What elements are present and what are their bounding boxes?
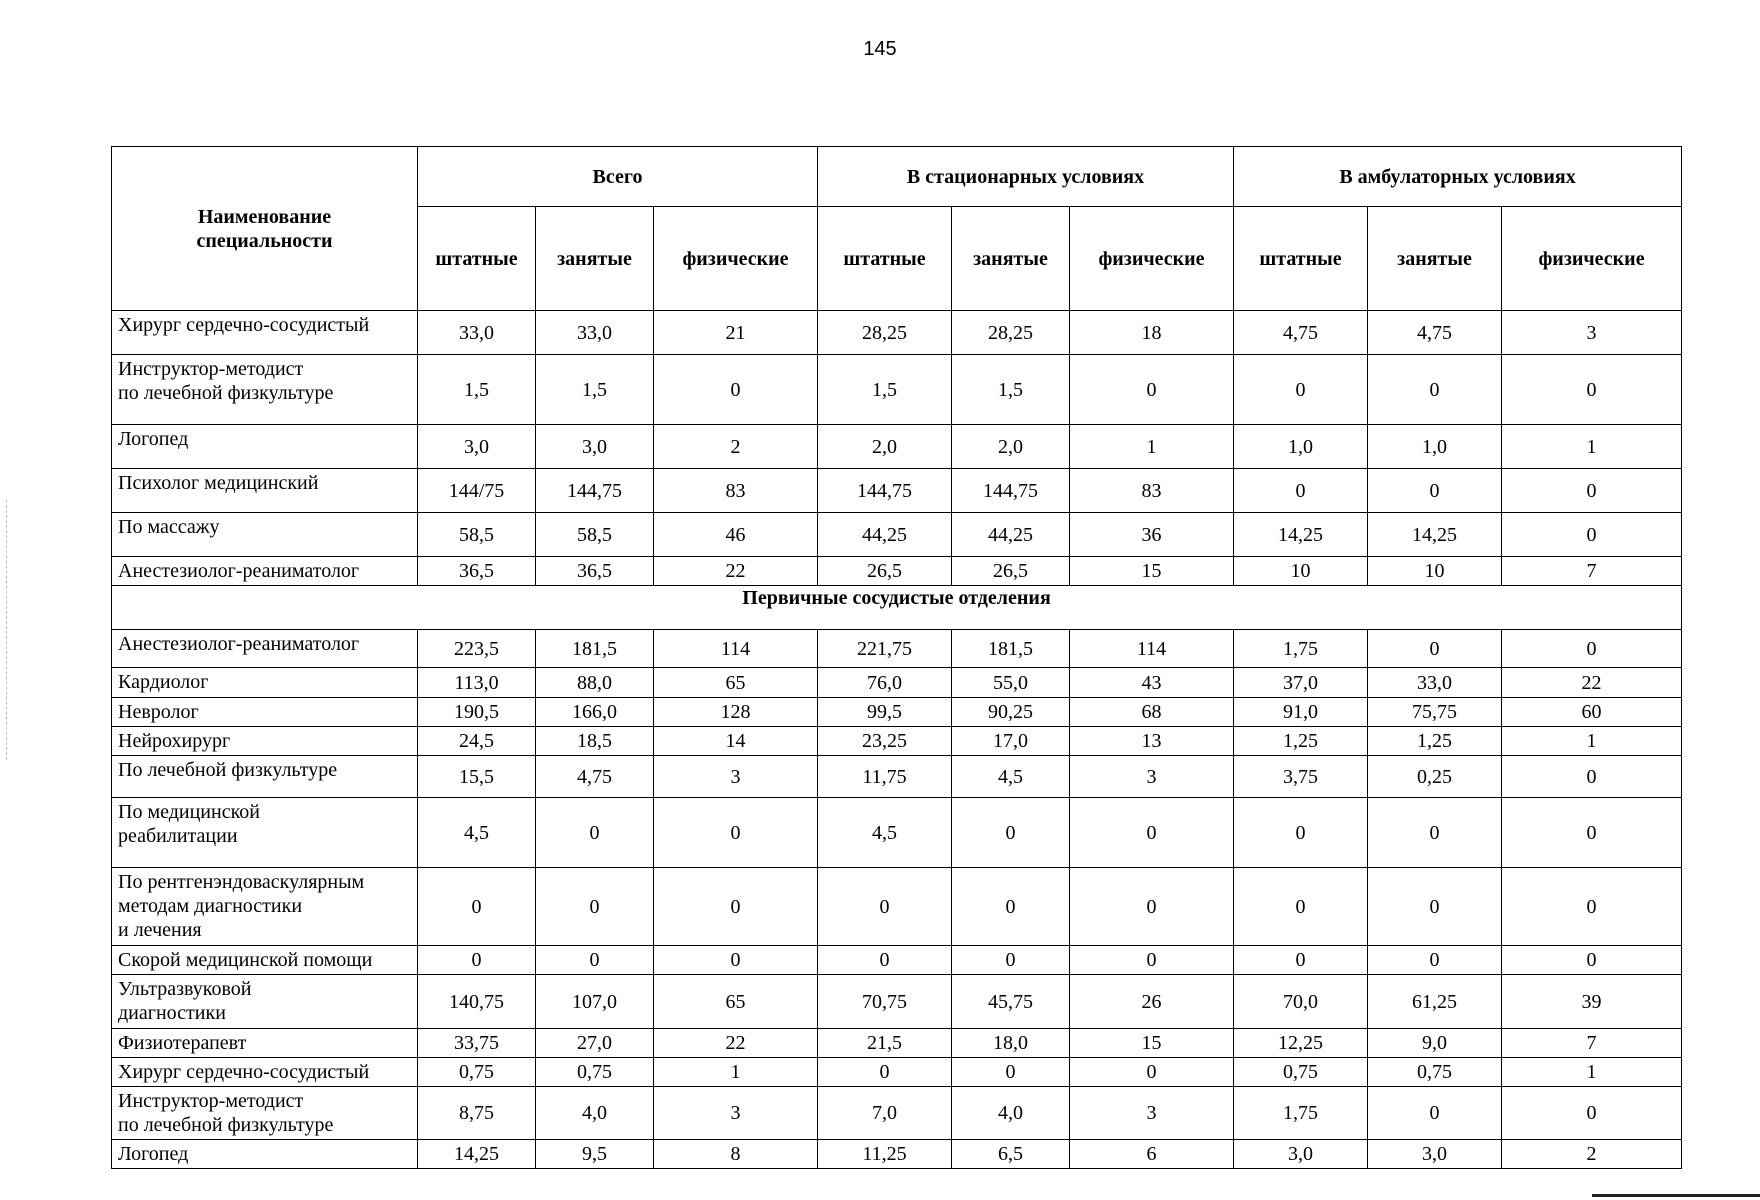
table-row xyxy=(112,469,1682,513)
value-cell: 0 xyxy=(418,868,536,946)
value-cell: 3 xyxy=(1070,756,1234,798)
subheader-physical: физические xyxy=(1070,207,1234,311)
value-cell: 8,75 xyxy=(418,1087,536,1140)
specialty-cell: Инструктор-методист по лечебной физкультуре xyxy=(112,355,418,425)
value-cell: 11,75 xyxy=(818,756,952,798)
value-cell: 0 xyxy=(1502,469,1682,513)
subheader-physical: физические xyxy=(654,207,818,311)
specialty-cell: Инструктор-методист по лечебной физкультуре xyxy=(112,1087,418,1140)
value-cell: 4,75 xyxy=(1234,311,1368,355)
value-cell: 28,25 xyxy=(952,311,1070,355)
value-cell: 0 xyxy=(1368,946,1502,975)
value-cell: 70,0 xyxy=(1234,975,1368,1029)
value-cell: 0 xyxy=(1502,513,1682,557)
value-cell: 2,0 xyxy=(818,425,952,469)
value-cell: 0,75 xyxy=(418,1058,536,1087)
value-cell: 113,0 xyxy=(418,668,536,698)
subheader-staff: штатные xyxy=(418,207,536,311)
value-cell: 14 xyxy=(654,727,818,756)
value-cell: 7 xyxy=(1502,1029,1682,1058)
table-row xyxy=(112,1058,1682,1087)
value-cell: 0 xyxy=(1368,630,1502,668)
table-row xyxy=(112,1087,1682,1140)
subheader-occupied: занятые xyxy=(1368,207,1502,311)
value-cell: 76,0 xyxy=(818,668,952,698)
value-cell: 0 xyxy=(1070,868,1234,946)
value-cell: 18 xyxy=(1070,311,1234,355)
value-cell: 26,5 xyxy=(952,557,1070,586)
value-cell: 0 xyxy=(1070,946,1234,975)
value-cell: 4,5 xyxy=(952,756,1070,798)
value-cell: 0 xyxy=(536,798,654,868)
value-cell: 0 xyxy=(654,946,818,975)
value-cell: 0 xyxy=(1502,868,1682,946)
value-cell: 11,25 xyxy=(818,1140,952,1169)
value-cell: 0 xyxy=(536,868,654,946)
value-cell: 3,0 xyxy=(1368,1140,1502,1169)
value-cell: 36,5 xyxy=(418,557,536,586)
value-cell: 6 xyxy=(1070,1140,1234,1169)
specialty-cell: По рентгенэндоваскулярным методам диагностики и лечения xyxy=(112,868,418,946)
value-cell: 0 xyxy=(1368,355,1502,425)
value-cell: 0 xyxy=(1368,868,1502,946)
value-cell: 22 xyxy=(654,1029,818,1058)
value-cell: 0 xyxy=(1502,946,1682,975)
value-cell: 15 xyxy=(1070,1029,1234,1058)
value-cell: 18,0 xyxy=(952,1029,1070,1058)
value-cell: 114 xyxy=(654,630,818,668)
value-cell: 0,75 xyxy=(1234,1058,1368,1087)
value-cell: 0 xyxy=(536,946,654,975)
value-cell: 3 xyxy=(1070,1087,1234,1140)
value-cell: 33,0 xyxy=(1368,668,1502,698)
value-cell: 3,0 xyxy=(536,425,654,469)
value-cell: 75,75 xyxy=(1368,698,1502,727)
subheader-physical: физические xyxy=(1502,207,1682,311)
value-cell: 0 xyxy=(1234,469,1368,513)
value-cell: 91,0 xyxy=(1234,698,1368,727)
value-cell: 45,75 xyxy=(952,975,1070,1029)
value-cell: 0 xyxy=(1234,355,1368,425)
value-cell: 1,25 xyxy=(1234,727,1368,756)
specialty-cell: По массажу xyxy=(112,513,418,557)
value-cell: 0 xyxy=(1234,946,1368,975)
value-cell: 190,5 xyxy=(418,698,536,727)
value-cell: 4,0 xyxy=(536,1087,654,1140)
value-cell: 140,75 xyxy=(418,975,536,1029)
specialty-cell: Логопед xyxy=(112,1140,418,1169)
specialty-cell: Анестезиолог-реаниматолог xyxy=(112,557,418,586)
value-cell: 21 xyxy=(654,311,818,355)
value-cell: 18,5 xyxy=(536,727,654,756)
subheader-staff: штатные xyxy=(818,207,952,311)
value-cell: 0 xyxy=(1502,355,1682,425)
section-title: Первичные сосудистые отделения xyxy=(112,586,1682,630)
value-cell: 65 xyxy=(654,975,818,1029)
value-cell: 65 xyxy=(654,668,818,698)
table-row xyxy=(112,868,1682,946)
value-cell: 1,5 xyxy=(818,355,952,425)
value-cell: 0 xyxy=(1234,798,1368,868)
value-cell: 0,25 xyxy=(1368,756,1502,798)
value-cell: 2 xyxy=(654,425,818,469)
value-cell: 0 xyxy=(1368,798,1502,868)
value-cell: 27,0 xyxy=(536,1029,654,1058)
value-cell: 12,25 xyxy=(1234,1029,1368,1058)
table-row xyxy=(112,311,1682,355)
value-cell: 3 xyxy=(654,1087,818,1140)
value-cell: 14,25 xyxy=(418,1140,536,1169)
value-cell: 22 xyxy=(654,557,818,586)
specialty-cell: Ультразвуковой диагностики xyxy=(112,975,418,1029)
specialty-cell: Анестезиолог-реаниматолог xyxy=(112,630,418,668)
value-cell: 0 xyxy=(1234,868,1368,946)
value-cell: 181,5 xyxy=(952,630,1070,668)
value-cell: 144,75 xyxy=(536,469,654,513)
value-cell: 181,5 xyxy=(536,630,654,668)
table-row xyxy=(112,425,1682,469)
value-cell: 36,5 xyxy=(536,557,654,586)
value-cell: 28,25 xyxy=(818,311,952,355)
value-cell: 0 xyxy=(654,798,818,868)
value-cell: 15,5 xyxy=(418,756,536,798)
value-cell: 1,0 xyxy=(1368,425,1502,469)
value-cell: 10 xyxy=(1368,557,1502,586)
specialty-cell: Психолог медицинский xyxy=(112,469,418,513)
value-cell: 37,0 xyxy=(1234,668,1368,698)
section-row xyxy=(112,586,1682,630)
value-cell: 0 xyxy=(818,946,952,975)
value-cell: 144,75 xyxy=(952,469,1070,513)
value-cell: 0 xyxy=(654,355,818,425)
table-row xyxy=(112,798,1682,868)
value-cell: 70,75 xyxy=(818,975,952,1029)
value-cell: 114 xyxy=(1070,630,1234,668)
table-header xyxy=(112,147,1682,311)
scan-margin-mark xyxy=(6,500,8,760)
value-cell: 1,5 xyxy=(536,355,654,425)
value-cell: 0 xyxy=(1502,630,1682,668)
value-cell: 0 xyxy=(1502,798,1682,868)
value-cell: 0 xyxy=(952,798,1070,868)
specialty-cell: По лечебной физкультуре xyxy=(112,756,418,798)
scan-edge-line xyxy=(1592,1194,1760,1197)
table-row xyxy=(112,698,1682,727)
value-cell: 0 xyxy=(818,1058,952,1087)
value-cell: 39 xyxy=(1502,975,1682,1029)
value-cell: 0 xyxy=(952,868,1070,946)
value-cell: 43 xyxy=(1070,668,1234,698)
value-cell: 1,75 xyxy=(1234,630,1368,668)
value-cell: 0 xyxy=(952,1058,1070,1087)
value-cell: 24,5 xyxy=(418,727,536,756)
specialty-cell: Невролог xyxy=(112,698,418,727)
value-cell: 3 xyxy=(1502,311,1682,355)
value-cell: 1 xyxy=(1502,1058,1682,1087)
table-row xyxy=(112,668,1682,698)
specialty-cell: Скорой медицинской помощи xyxy=(112,946,418,975)
value-cell: 15 xyxy=(1070,557,1234,586)
value-cell: 0 xyxy=(1502,756,1682,798)
value-cell: 144,75 xyxy=(818,469,952,513)
value-cell: 88,0 xyxy=(536,668,654,698)
value-cell: 6,5 xyxy=(952,1140,1070,1169)
value-cell: 1,0 xyxy=(1234,425,1368,469)
value-cell: 33,0 xyxy=(418,311,536,355)
value-cell: 33,0 xyxy=(536,311,654,355)
value-cell: 13 xyxy=(1070,727,1234,756)
value-cell: 223,5 xyxy=(418,630,536,668)
value-cell: 1,75 xyxy=(1234,1087,1368,1140)
value-cell: 107,0 xyxy=(536,975,654,1029)
table-row xyxy=(112,756,1682,798)
value-cell: 7,0 xyxy=(818,1087,952,1140)
value-cell: 0 xyxy=(1368,469,1502,513)
group-header-inpatient: В стационарных условиях xyxy=(818,147,1234,207)
value-cell: 14,25 xyxy=(1368,513,1502,557)
value-cell: 26,5 xyxy=(818,557,952,586)
value-cell: 0 xyxy=(952,946,1070,975)
value-cell: 128 xyxy=(654,698,818,727)
specialty-cell: По медицинской реабилитации xyxy=(112,798,418,868)
value-cell: 0 xyxy=(1070,1058,1234,1087)
value-cell: 44,25 xyxy=(818,513,952,557)
specialty-cell: Физиотерапевт xyxy=(112,1029,418,1058)
specialty-cell: Кардиолог xyxy=(112,668,418,698)
value-cell: 4,0 xyxy=(952,1087,1070,1140)
value-cell: 0 xyxy=(1070,355,1234,425)
value-cell: 90,25 xyxy=(952,698,1070,727)
value-cell: 0 xyxy=(654,868,818,946)
value-cell: 1 xyxy=(1502,727,1682,756)
staffing-table xyxy=(111,146,1682,1169)
specialty-cell: Хирург сердечно-сосудистый xyxy=(112,1058,418,1087)
value-cell: 7 xyxy=(1502,557,1682,586)
value-cell: 83 xyxy=(1070,469,1234,513)
value-cell: 99,5 xyxy=(818,698,952,727)
value-cell: 9,5 xyxy=(536,1140,654,1169)
value-cell: 4,5 xyxy=(418,798,536,868)
value-cell: 83 xyxy=(654,469,818,513)
value-cell: 2 xyxy=(1502,1140,1682,1169)
group-header-total: Всего xyxy=(418,147,818,207)
value-cell: 8 xyxy=(654,1140,818,1169)
value-cell: 14,25 xyxy=(1234,513,1368,557)
table-row xyxy=(112,513,1682,557)
subheader-occupied: занятые xyxy=(536,207,654,311)
value-cell: 26 xyxy=(1070,975,1234,1029)
value-cell: 4,75 xyxy=(536,756,654,798)
value-cell: 33,75 xyxy=(418,1029,536,1058)
value-cell: 21,5 xyxy=(818,1029,952,1058)
table-row xyxy=(112,946,1682,975)
value-cell: 0 xyxy=(818,868,952,946)
value-cell: 2,0 xyxy=(952,425,1070,469)
value-cell: 22 xyxy=(1502,668,1682,698)
specialty-header: Наименование специальности xyxy=(112,147,418,311)
value-cell: 1,5 xyxy=(418,355,536,425)
table-row xyxy=(112,355,1682,425)
value-cell: 58,5 xyxy=(536,513,654,557)
value-cell: 44,25 xyxy=(952,513,1070,557)
table-body xyxy=(112,311,1682,1169)
table-row xyxy=(112,630,1682,668)
group-header-outpatient: В амбулаторных условиях xyxy=(1234,147,1682,207)
specialty-cell: Хирург сердечно-сосудистый xyxy=(112,311,418,355)
value-cell: 10 xyxy=(1234,557,1368,586)
value-cell: 55,0 xyxy=(952,668,1070,698)
value-cell: 1 xyxy=(654,1058,818,1087)
value-cell: 60 xyxy=(1502,698,1682,727)
value-cell: 4,5 xyxy=(818,798,952,868)
value-cell: 0,75 xyxy=(1368,1058,1502,1087)
value-cell: 166,0 xyxy=(536,698,654,727)
value-cell: 3 xyxy=(654,756,818,798)
value-cell: 9,0 xyxy=(1368,1029,1502,1058)
subheader-staff: штатные xyxy=(1234,207,1368,311)
page-number: 145 xyxy=(863,38,897,60)
value-cell: 0 xyxy=(1070,798,1234,868)
value-cell: 3,0 xyxy=(418,425,536,469)
specialty-cell: Нейрохирург xyxy=(112,727,418,756)
value-cell: 221,75 xyxy=(818,630,952,668)
value-cell: 1 xyxy=(1070,425,1234,469)
specialty-cell: Логопед xyxy=(112,425,418,469)
value-cell: 1,25 xyxy=(1368,727,1502,756)
value-cell: 4,75 xyxy=(1368,311,1502,355)
value-cell: 3,75 xyxy=(1234,756,1368,798)
value-cell: 3,0 xyxy=(1234,1140,1368,1169)
value-cell: 61,25 xyxy=(1368,975,1502,1029)
value-cell: 23,25 xyxy=(818,727,952,756)
table-row xyxy=(112,975,1682,1029)
value-cell: 0,75 xyxy=(536,1058,654,1087)
value-cell: 68 xyxy=(1070,698,1234,727)
value-cell: 1 xyxy=(1502,425,1682,469)
value-cell: 0 xyxy=(418,946,536,975)
value-cell: 0 xyxy=(1502,1087,1682,1140)
value-cell: 58,5 xyxy=(418,513,536,557)
table-row xyxy=(112,557,1682,586)
table-row xyxy=(112,1029,1682,1058)
value-cell: 36 xyxy=(1070,513,1234,557)
table-row xyxy=(112,727,1682,756)
value-cell: 1,5 xyxy=(952,355,1070,425)
value-cell: 0 xyxy=(1368,1087,1502,1140)
value-cell: 46 xyxy=(654,513,818,557)
subheader-occupied: занятые xyxy=(952,207,1070,311)
table-row xyxy=(112,1140,1682,1169)
value-cell: 144/75 xyxy=(418,469,536,513)
value-cell: 17,0 xyxy=(952,727,1070,756)
